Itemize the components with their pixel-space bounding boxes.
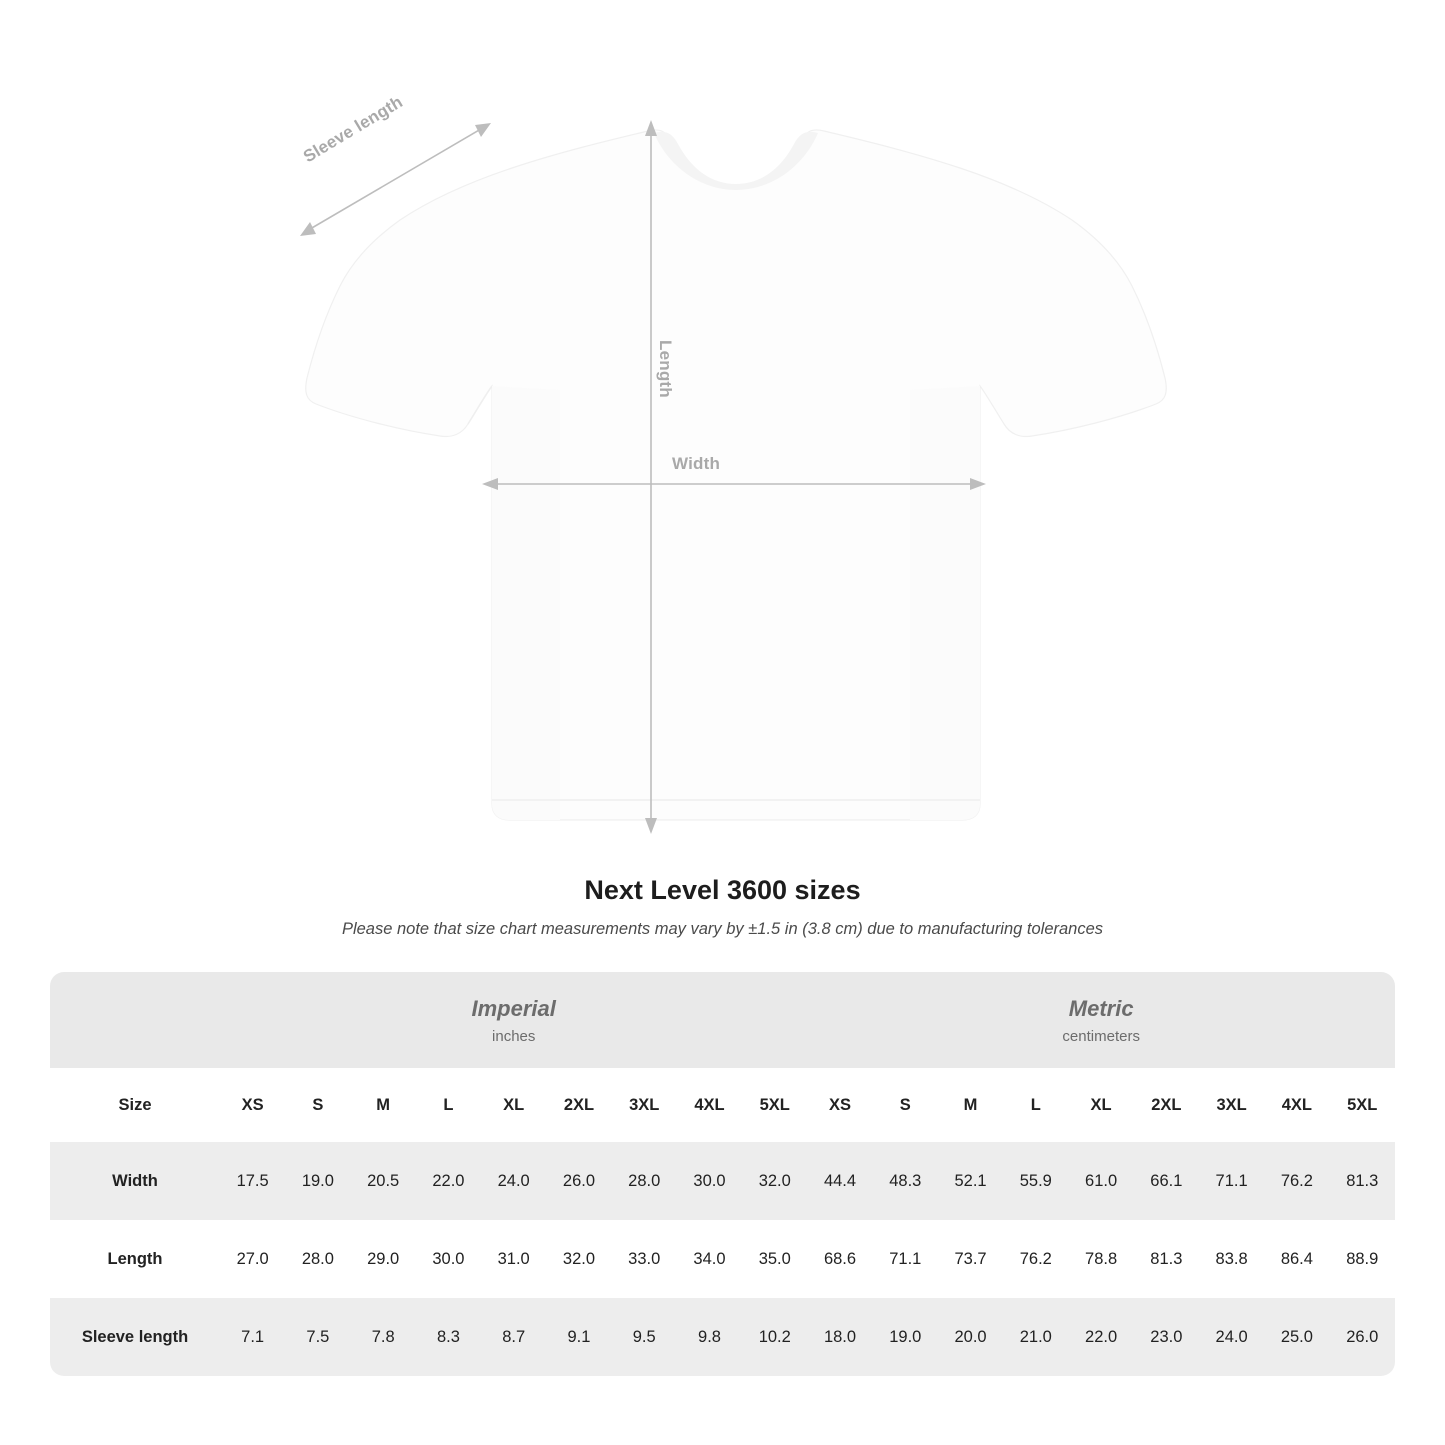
cell-sleeve-metric-l: 21.0 <box>1003 1298 1068 1376</box>
cell-sleeve-imperial-xl: 8.7 <box>481 1298 546 1376</box>
length-label: Length <box>656 340 675 398</box>
size-col-metric-5xl: 5XL <box>1330 1068 1395 1142</box>
cell-length-metric-4xl: 86.4 <box>1264 1220 1329 1298</box>
size-col-metric-xl: XL <box>1068 1068 1133 1142</box>
row-label-length: Length <box>50 1220 220 1298</box>
cell-length-metric-xl: 78.8 <box>1068 1220 1133 1298</box>
cell-sleeve-imperial-l: 8.3 <box>416 1298 481 1376</box>
cell-width-imperial-m: 20.5 <box>351 1142 416 1220</box>
size-header-row <box>50 1068 1395 1142</box>
size-header-cell: Size <box>50 1068 220 1142</box>
cell-width-imperial-5xl: 32.0 <box>742 1142 807 1220</box>
size-col-imperial-4xl: 4XL <box>677 1068 742 1142</box>
size-col-imperial-m: M <box>351 1068 416 1142</box>
cell-length-imperial-xl: 31.0 <box>481 1220 546 1298</box>
cell-sleeve-imperial-2xl: 9.1 <box>546 1298 611 1376</box>
unit-group-imperial-name: Imperial <box>471 995 556 1021</box>
cell-sleeve-metric-m: 20.0 <box>938 1298 1003 1376</box>
cell-width-metric-5xl: 81.3 <box>1330 1142 1395 1220</box>
cell-sleeve-metric-4xl: 25.0 <box>1264 1298 1329 1376</box>
size-col-metric-m: M <box>938 1068 1003 1142</box>
size-col-metric-4xl: 4XL <box>1264 1068 1329 1142</box>
size-col-metric-xs: XS <box>807 1068 872 1142</box>
cell-sleeve-imperial-5xl: 10.2 <box>742 1298 807 1376</box>
unit-group-metric-name: Metric <box>1068 995 1134 1021</box>
cell-width-metric-xl: 61.0 <box>1068 1142 1133 1220</box>
cell-width-metric-m: 52.1 <box>938 1142 1003 1220</box>
cell-length-metric-l: 76.2 <box>1003 1220 1068 1298</box>
cell-width-imperial-s: 19.0 <box>285 1142 350 1220</box>
size-col-imperial-3xl: 3XL <box>612 1068 677 1142</box>
size-col-metric-2xl: 2XL <box>1134 1068 1199 1142</box>
cell-sleeve-imperial-xs: 7.1 <box>220 1298 285 1376</box>
unit-group-imperial-sub: inches <box>492 1027 536 1045</box>
cell-sleeve-imperial-4xl: 9.8 <box>677 1298 742 1376</box>
unit-group-metric <box>807 972 1395 1068</box>
tolerance-note: Please note that size chart measurements may vary by ±1.5 in (3.8 cm) due to manufacturing tolerances <box>341 920 1104 938</box>
cell-length-imperial-5xl: 35.0 <box>742 1220 807 1298</box>
cell-length-metric-3xl: 83.8 <box>1199 1220 1264 1298</box>
cell-width-imperial-2xl: 26.0 <box>546 1142 611 1220</box>
cell-sleeve-imperial-m: 7.8 <box>351 1298 416 1376</box>
sleeve-length-label: Sleeve length <box>300 92 406 167</box>
cell-length-metric-m: 73.7 <box>938 1220 1003 1298</box>
cell-sleeve-metric-xs: 18.0 <box>807 1298 872 1376</box>
cell-length-metric-s: 71.1 <box>873 1220 938 1298</box>
size-col-imperial-l: L <box>416 1068 481 1142</box>
cell-width-metric-3xl: 71.1 <box>1199 1142 1264 1220</box>
cell-sleeve-metric-xl: 22.0 <box>1068 1298 1133 1376</box>
row-label-sleeve-length: Sleeve length <box>50 1298 220 1376</box>
page-title: Next Level 3600 sizes <box>584 875 861 905</box>
size-col-imperial-s: S <box>285 1068 350 1142</box>
cell-length-imperial-xs: 27.0 <box>220 1220 285 1298</box>
cell-length-imperial-2xl: 32.0 <box>546 1220 611 1298</box>
size-col-imperial-2xl: 2XL <box>546 1068 611 1142</box>
cell-length-metric-5xl: 88.9 <box>1330 1220 1395 1298</box>
cell-sleeve-imperial-s: 7.5 <box>285 1298 350 1376</box>
size-col-imperial-5xl: 5XL <box>742 1068 807 1142</box>
cell-sleeve-metric-3xl: 24.0 <box>1199 1298 1264 1376</box>
cell-width-imperial-xl: 24.0 <box>481 1142 546 1220</box>
unit-corner-cell <box>50 972 220 1068</box>
cell-width-imperial-4xl: 30.0 <box>677 1142 742 1220</box>
size-col-metric-l: L <box>1003 1068 1068 1142</box>
unit-group-metric-sub: centimeters <box>1062 1027 1140 1045</box>
cell-sleeve-metric-2xl: 23.0 <box>1134 1298 1199 1376</box>
cell-length-metric-2xl: 81.3 <box>1134 1220 1199 1298</box>
cell-sleeve-imperial-3xl: 9.5 <box>612 1298 677 1376</box>
size-chart-table-wrapper <box>50 972 1395 1376</box>
cell-length-imperial-l: 30.0 <box>416 1220 481 1298</box>
cell-width-metric-xs: 44.4 <box>807 1142 872 1220</box>
table-row <box>50 1142 1395 1220</box>
cell-length-imperial-3xl: 33.0 <box>612 1220 677 1298</box>
cell-length-imperial-m: 29.0 <box>351 1220 416 1298</box>
cell-width-metric-2xl: 66.1 <box>1134 1142 1199 1220</box>
size-chart-table <box>50 972 1395 1376</box>
cell-width-metric-l: 55.9 <box>1003 1142 1068 1220</box>
size-col-imperial-xl: XL <box>481 1068 546 1142</box>
cell-width-imperial-3xl: 28.0 <box>612 1142 677 1220</box>
cell-length-imperial-s: 28.0 <box>285 1220 350 1298</box>
title-block <box>0 875 1445 939</box>
cell-sleeve-metric-s: 19.0 <box>873 1298 938 1376</box>
table-row <box>50 1298 1395 1376</box>
unit-header-row <box>50 972 1395 1068</box>
width-label: Width <box>672 454 721 473</box>
row-label-width: Width <box>50 1142 220 1220</box>
cell-width-imperial-xs: 17.5 <box>220 1142 285 1220</box>
cell-length-imperial-4xl: 34.0 <box>677 1220 742 1298</box>
size-col-metric-3xl: 3XL <box>1199 1068 1264 1142</box>
size-col-metric-s: S <box>873 1068 938 1142</box>
cell-width-metric-4xl: 76.2 <box>1264 1142 1329 1220</box>
size-col-imperial-xs: XS <box>220 1068 285 1142</box>
cell-width-metric-s: 48.3 <box>873 1142 938 1220</box>
cell-length-metric-xs: 68.6 <box>807 1220 872 1298</box>
cell-width-imperial-l: 22.0 <box>416 1142 481 1220</box>
table-row <box>50 1220 1395 1298</box>
cell-sleeve-metric-5xl: 26.0 <box>1330 1298 1395 1376</box>
unit-group-imperial <box>220 972 807 1068</box>
